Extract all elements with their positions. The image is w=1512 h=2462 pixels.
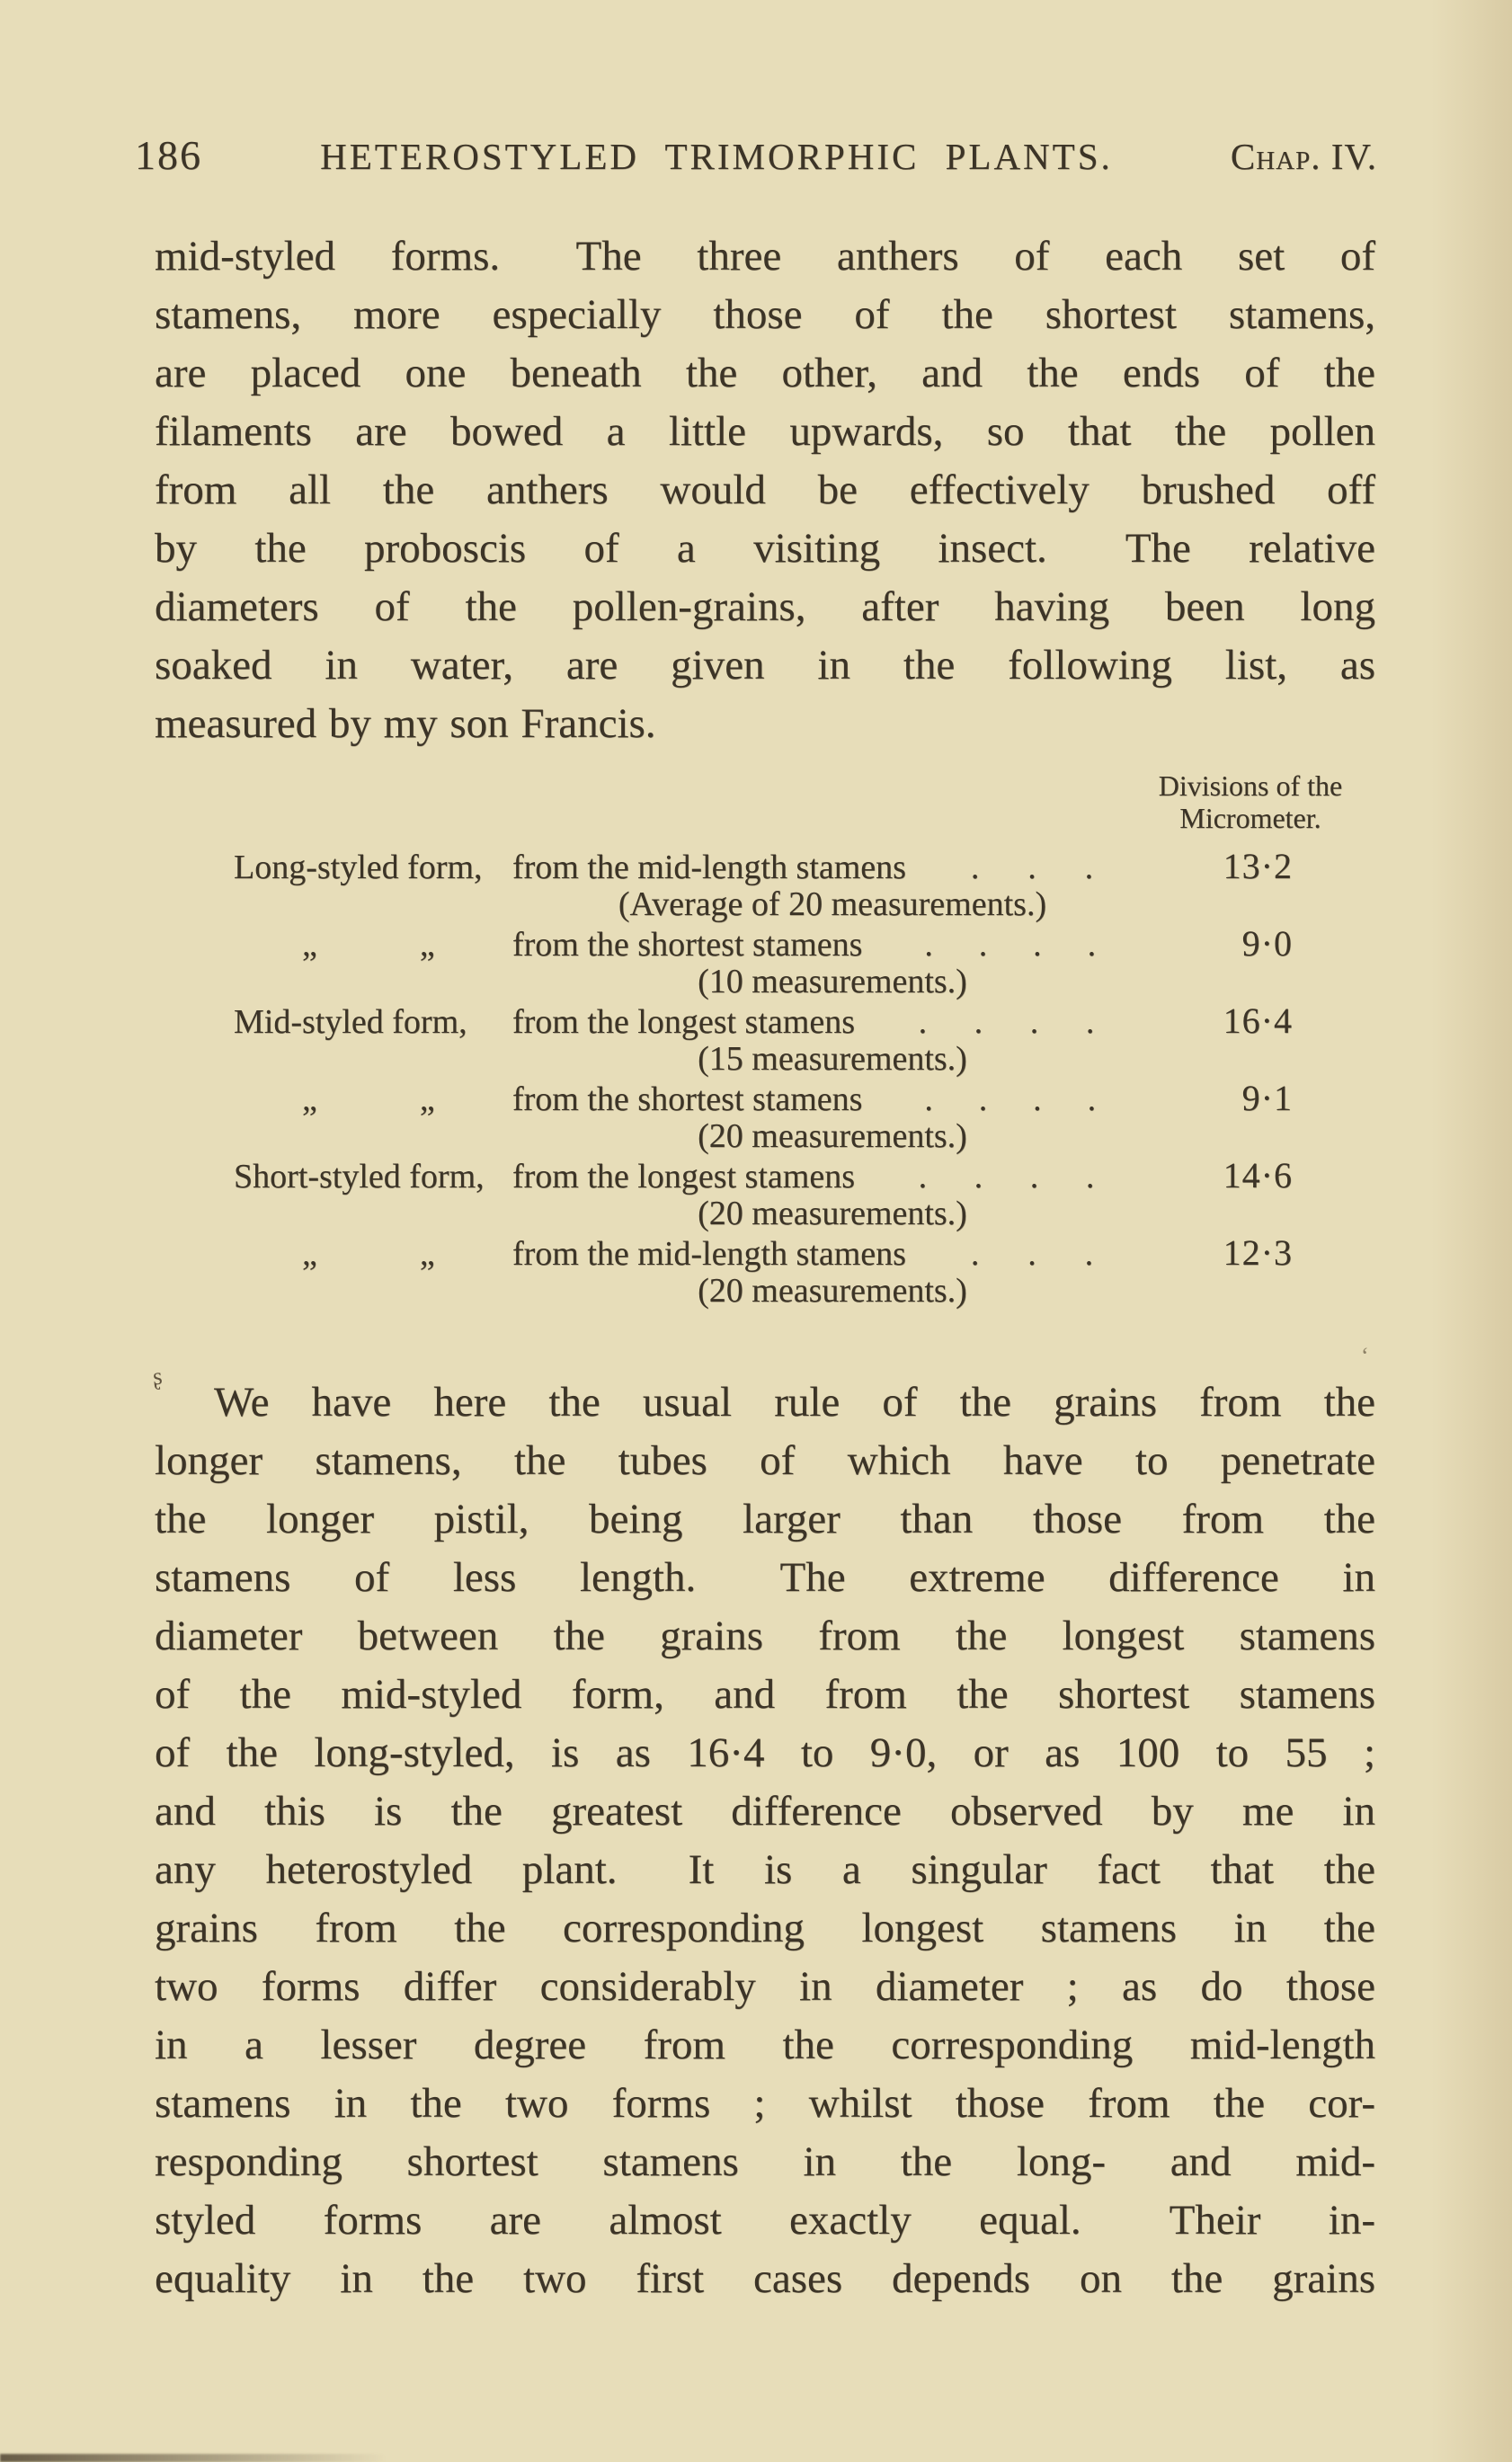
stamen-source: from the shortest stamens [512, 926, 863, 964]
dot-leader: . . . . [924, 926, 1097, 964]
print-artifact-mark: ʂ [151, 1362, 164, 1391]
table-row [155, 1233, 1375, 1272]
page-number: 186 [135, 132, 202, 178]
chapter-label: Chap. IV. [1230, 136, 1377, 177]
text-line: and this is the greatest difference observed by me in [155, 1788, 1375, 1835]
measurement-value: 16·4 [1223, 1000, 1293, 1041]
text-line: of the mid-styled form, and from the shortest stamens [155, 1671, 1375, 1718]
text-line: the longer pistil, being larger than those from the [155, 1496, 1375, 1542]
text-line: are placed one beneath the other, and the ends of the [155, 350, 1375, 396]
measurement-note: (15 measurements.) [698, 1040, 967, 1078]
measurement-note: (10 measurements.) [698, 963, 967, 1000]
form-label: Short-styled form, [234, 1158, 485, 1195]
text-line: diameters of the pollen-grains, after having been long [155, 583, 1375, 630]
stamen-source: from the mid-length stamens [512, 849, 906, 886]
measurement-note: (20 measurements.) [698, 1117, 967, 1155]
page-header [135, 131, 1377, 179]
measurement-value: 14·6 [1223, 1155, 1293, 1195]
text-line: We have here the usual rule of the grains from the [214, 1379, 1375, 1426]
measurement-value: 13·2 [1223, 846, 1293, 886]
table-row [155, 847, 1375, 885]
text-line: any heterostyled plant. It is a singular fact that the [155, 1846, 1375, 1893]
table-row [155, 1001, 1375, 1040]
paragraph-2 [155, 1373, 1375, 2308]
text-line: soaked in water, are given in the following list, as [155, 642, 1375, 689]
form-label: Mid-styled form, [234, 1003, 467, 1041]
text-line: grains from the corresponding longest stamens in the [155, 1905, 1375, 1951]
table-column-header [1120, 769, 1381, 834]
measurement-value: 9·0 [1241, 923, 1293, 964]
measurement-value: 9·1 [1241, 1078, 1293, 1118]
table-row [155, 924, 1375, 963]
column-header-line: Divisions of the [1158, 769, 1343, 802]
text-line: stamens of less length. The extreme difference in [155, 1554, 1375, 1601]
stamen-source: from the longest stamens [512, 1158, 855, 1195]
measurement-table [155, 769, 1375, 1311]
print-artifact-mark: ‘ [1361, 1343, 1369, 1369]
dot-leader: . . . . [924, 1080, 1097, 1118]
dot-leader: . . . [970, 849, 1094, 886]
ditto-marks: „ „ [234, 926, 435, 964]
measurement-note: (20 measurements.) [698, 1195, 967, 1232]
text-line: longer stamens, the tubes of which have to penetrate [155, 1437, 1375, 1484]
scan-edge-shadow [0, 2454, 387, 2462]
text-line: equality in the two first cases depends on the grains [155, 2255, 1375, 2302]
form-label: Long-styled form, [234, 849, 483, 886]
measurement-value: 12·3 [1223, 1232, 1293, 1273]
measurement-note: (Average of 20 measurements.) [618, 885, 1047, 923]
text-line: filaments are bowed a little upwards, so that the pollen [155, 408, 1375, 455]
dot-leader: . . . . [918, 1003, 1095, 1041]
measurement-note: (20 measurements.) [698, 1272, 967, 1310]
text-line: styled forms are almost exactly equal. Their in- [155, 2197, 1375, 2244]
stamen-source: from the shortest stamens [512, 1080, 863, 1118]
text-line: two forms differ considerably in diameter ; as do those [155, 1963, 1375, 2010]
text-line: measured by my son Francis. [155, 700, 656, 747]
ditto-marks: „ „ [234, 1080, 435, 1118]
dot-leader: . . . . [918, 1158, 1095, 1195]
stamen-source: from the longest stamens [512, 1003, 855, 1041]
table-row [155, 1156, 1375, 1195]
paragraph-1 [155, 227, 1375, 753]
text-line: from all the anthers would be effectively brushed off [155, 467, 1375, 513]
text-line: in a lesser degree from the corresponding mid-length [155, 2022, 1375, 2068]
stamen-source: from the mid-length stamens [512, 1235, 906, 1273]
running-title: HETEROSTYLED TRIMORPHIC PLANTS. [320, 136, 1113, 177]
ditto-marks: „ „ [234, 1235, 435, 1273]
text-line: responding shortest stamens in the long- and mid- [155, 2138, 1375, 2185]
column-header-line: Micrometer. [1179, 802, 1321, 834]
text-line: diameter between the grains from the longest stamens [155, 1613, 1375, 1659]
text-line: mid-styled forms. The three anthers of each set of [155, 233, 1375, 280]
table-row [155, 1079, 1375, 1117]
dot-leader: . . . [970, 1235, 1094, 1273]
text-line: stamens in the two forms ; whilst those from the cor- [155, 2080, 1375, 2127]
text-line: of the long-styled, is as 16·4 to 9·0, or as 100 to 55 ; [155, 1729, 1375, 1776]
text-line: stamens, more especially those of the shortest stamens, [155, 291, 1375, 338]
text-line: by the proboscis of a visiting insect. The relative [155, 525, 1375, 572]
